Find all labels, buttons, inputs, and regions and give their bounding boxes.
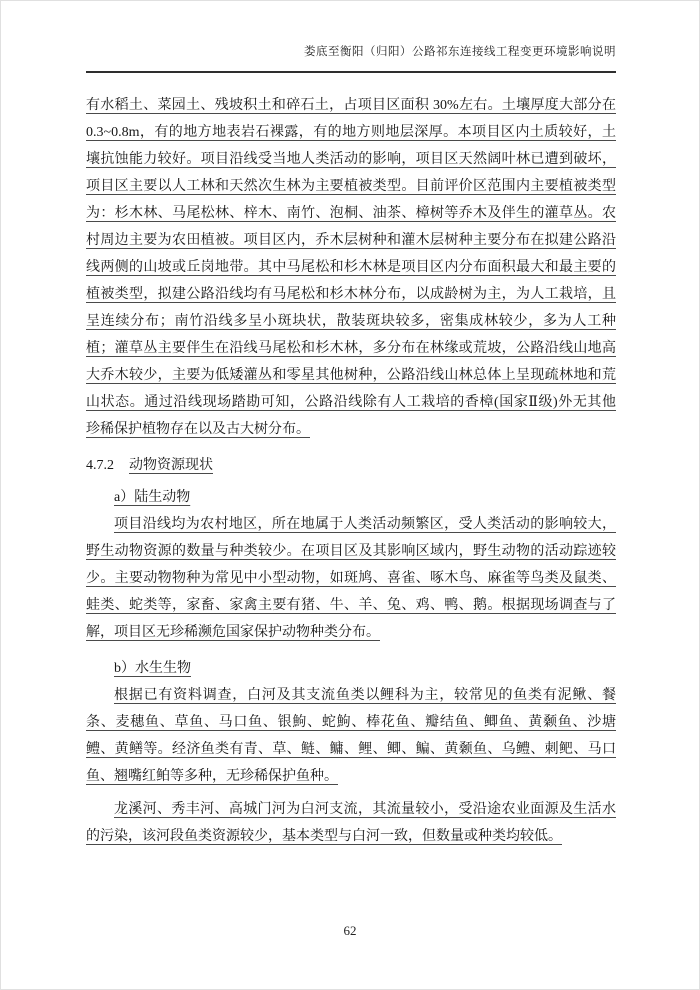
text-line: 植；灌草丛主要伴生在沿线马尾松和杉木林，多分布在林缘或荒坡，公路沿线山地高 xyxy=(86,341,616,356)
section-number: 4.7.2 xyxy=(86,458,114,473)
text-line: 0.3~0.8m，有的地方地表岩石裸露，有的地方则地层深厚。本项目区内土质较好，土 xyxy=(86,125,616,140)
document-body xyxy=(86,92,616,850)
text-line: 植被类型，拟建公路沿线均有马尾松和杉木林分布，以成龄树为主，为人工栽培，且 xyxy=(86,287,616,302)
text-line: 为：杉木林、马尾松林、梓木、南竹、泡桐、油茶、樟树等乔木及伴生的灌草丛。农 xyxy=(86,206,616,221)
text-line: 项目沿线均为农村地区，所在地属于人类活动频繁区，受人类活动的影响较大， xyxy=(114,517,616,532)
subsection-b-aquatic-life: b）水生生物 xyxy=(114,661,191,676)
text-line: 龙溪河、秀丰河、高城门河为白河支流，其流量较小，受沿途农业面源及生活水 xyxy=(114,802,616,817)
text-line: 解，项目区无珍稀濒危国家保护动物种类分布。 xyxy=(86,625,380,640)
text-line: 线两侧的山坡或丘岗地带。其中马尾松和杉木林是项目区内分布面积最大和最主要的 xyxy=(86,260,616,275)
text-line: 鱼、翘嘴红鲌等多种，无珍稀保护鱼种。 xyxy=(86,769,338,784)
text-line: 的污染，该河段鱼类资源较少，基本类型与白河一致，但数量或种类均较低。 xyxy=(86,829,562,844)
subsection-a-terrestrial-animals: a）陆生动物 xyxy=(114,490,191,505)
text-line: 条、麦穗鱼、草鱼、马口鱼、银鮈、蛇鮈、棒花鱼、瓣结鱼、鲫鱼、黄颡鱼、沙塘 xyxy=(86,715,616,730)
text-line: 有水稻土、菜园土、残坡积土和碎石土，占项目区面积 30%左右。土壤厚度大部分在 xyxy=(86,98,616,113)
text-line: 呈连续分布；南竹沿线多呈小斑块状，散装斑块较多，密集成林较少，多为人工种 xyxy=(86,314,616,329)
text-line: 野生动物资源的数量与种类较少。在项目区及其影响区域内，野生动物的活动踪迹较 xyxy=(86,544,616,559)
text-line: 村周边主要为农田植被。项目区内，乔木层树种和灌木层树种主要分布在拟建公路沿 xyxy=(86,233,616,248)
section-title: 动物资源现状 xyxy=(129,458,213,473)
section-heading-4-7-2 xyxy=(86,452,616,479)
text-line: 珍稀保护植物存在以及古大树分布。 xyxy=(86,422,310,437)
header-rule xyxy=(86,71,616,73)
text-line: 鳢、黄鳝等。经济鱼类有青、草、鲢、鳙、鲤、鲫、鳊、黄颡鱼、乌鳢、刺鲃、马口 xyxy=(86,742,616,757)
text-line: 壤抗蚀能力较好。项目沿线受当地人类活动的影响，项目区天然阔叶林已遭到破坏， xyxy=(86,152,616,167)
text-line: 项目区主要以人工林和天然次生林为主要植被类型。目前评价区范围内主要植被类型 xyxy=(86,179,616,194)
text-line: 大乔木较少，主要为低矮灌丛和零星其他树种，公路沿线山林总体上呈现疏林地和荒 xyxy=(86,368,616,383)
text-line: 蛙类、蛇类等，家畜、家禽主要有猪、牛、羊、兔、鸡、鸭、鹅。根据现场调查与了 xyxy=(86,598,616,613)
page-number: 62 xyxy=(343,923,357,938)
text-line: 根据已有资料调查，白河及其支流鱼类以鲤科为主，较常见的鱼类有泥鳅、餐 xyxy=(114,688,616,703)
text-line: 山状态。通过沿线现场踏勘可知，公路沿线除有人工栽培的香樟(国家Ⅱ级)外无其他 xyxy=(86,395,616,410)
text-line: 少。主要动物物种为常见中小型动物，如斑鸠、喜雀、啄木鸟、麻雀等鸟类及鼠类、 xyxy=(86,571,616,586)
page-header-title: 娄底至衡阳（归阳）公路祁东连接线工程变更环境影响说明 xyxy=(304,46,616,58)
